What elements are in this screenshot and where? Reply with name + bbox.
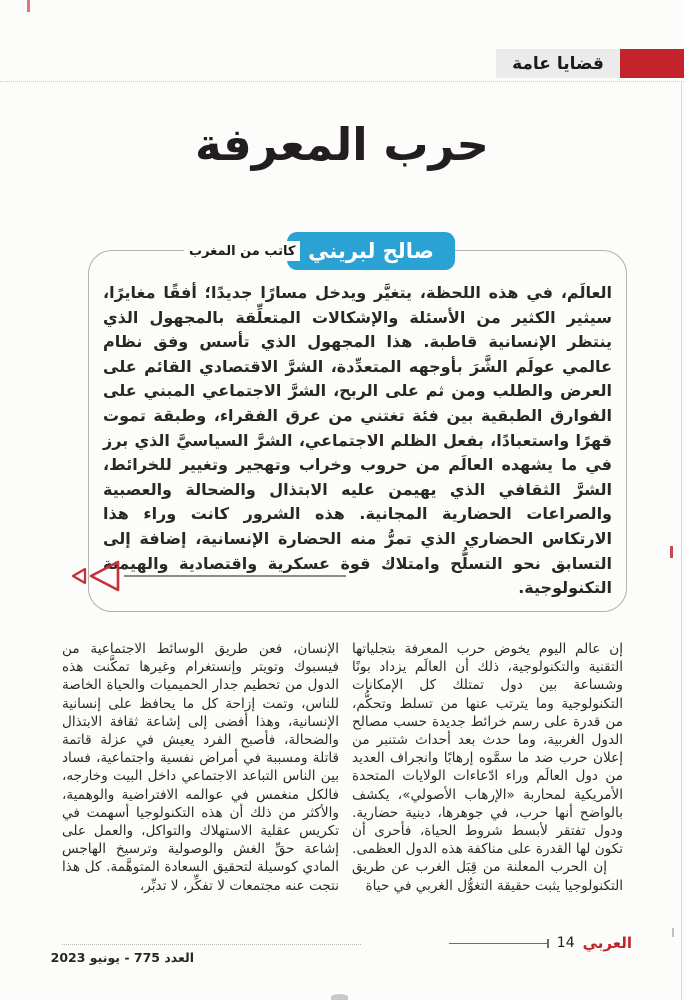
- body-column-left: [62, 640, 339, 895]
- body-column-right: [352, 640, 623, 895]
- author-role-label: كاتب من المغرب: [184, 241, 300, 261]
- footer-pagination: [449, 934, 632, 952]
- scan-mark-right: [670, 546, 673, 558]
- body-paragraph: إن الحرب المعلنة من قِبَل الغرب عن طريق التكنولوجيا يثبت حقيقة التغوُّل الغربي في حياة: [352, 859, 623, 894]
- scan-mark-top-left: [27, 0, 30, 12]
- decorative-line: [124, 575, 346, 577]
- category-label: قضايا عامة: [512, 53, 604, 74]
- footer-divider: [62, 944, 361, 945]
- scan-mark-right-bottom: [672, 928, 674, 937]
- header-divider: [0, 81, 684, 82]
- header-accent-block: [620, 49, 684, 78]
- page-edge-line: [681, 82, 682, 1000]
- issue-label: العدد 775 - يونيو 2023: [50, 950, 194, 965]
- author-name: صالح لبريني: [308, 239, 434, 263]
- intro-paragraph: العالَم، في هذه اللحظة، يتغيَّر ويدخل مسارًا جديدًا؛ أفقًا مغايرًا، سيثير الكثير من الأسئلة والإشكالات المتعلِّقة بالمجهول الذي ينتظر الإنسانية قاطبة. هذا المجهول الذي تأسس وفق نظام عالمي عولَم الشَّرَ بأوجهه المتعدِّدة، الشرَّ الاقتصادي القائم على العرض والطلب ومن ثم على الربح، الشرَّ الاجتماعي المبني على الفوارق الطبقية بين فئة تغتني من عرق الفقراء، وطبقة تموت قهرًا واستعبادًا، بفعل الظلم الاجتماعي، الشرَّ السياسيَّ الذي برز في ما يشهده العالَم من حروب وخراب وتهجير وتغيير للخرائط، الشرَّ الثقافي الذي يهيمن عليه الابتذال والضحالة والعصبية والصراعات الحضارية المجانية. هذه الشرور كانت وراء هذا الارتكاس الحضاري الذي تمرُّ منه الحضارة الإنسانية، إضافة إلى التسابق نحو التسلُّح وامتلاك قوة عسكرية واقتصادية والهيمنة التكنولوجية.: [103, 283, 612, 598]
- category-badge: [496, 49, 620, 78]
- author-pill: [287, 232, 455, 270]
- body-paragraph: الإنسان، فعن طريق الوسائط الاجتماعية من فيسبوك وتويتر وإنستغرام وغيرها تمكَّنت هذه الدول من تحطيم جدار الحميميات والحياة الخاصة للناس، وتمت إزاحة كل ما يحافظ على إنسانية الإنسانية، وهذا أفضى إلى إشاعة ثقافة الابتذال والضحالة، فأصبح الفرد يعيش في عزلة قاتمة قاتلة ومسببة في أمراض نفسية واجتماعية، فساد بين الناس التباعد الاجتماعي داخل البيت وخارجه، فالكل منغمس في عوالمه الافتراضية والوهمية، والأكثر من ذلك أن هذه التكنولوجيا أسهمت في تكريس عقلية الاستهلاك والتواكل، والعمل على إشاعة حقِّ الغش والوصولية وترسيخ الهاجس المادي كوسيلة لتحقيق السعادة المتوهَّمة. كل هذا نتجت عنه مجتمعات لا تفكِّر، لا تدبِّر،: [62, 641, 339, 894]
- page-title: حرب المعرفة: [195, 118, 489, 171]
- page-number: 14: [556, 935, 575, 951]
- intro-frame: [88, 250, 627, 612]
- body-paragraph: إن عالم اليوم يخوض حرب المعرفة بتجلياتها التقنية والتكنولوجية، ذلك أن العالَم يزداد بونًا وشساعة بين دول تمتلك كل الإمكانات التكنولوجية وما يترتب عنها من تسلط وتحكُّم، من قدرة على رسم خرائط جديدة حسب مصالح الدول الغربية، وما حدث بعد أحداث شتنبر من إعلان حرب ضد ما سمَّوه إرهابًا وانجراف العديد من دول العالَم وراء ادّعاءات الولايات المتحدة الأمريكية لمحاربة «الإرهاب الأصولي»، يكشف بالواضح أنها حرب، في جوهرها، دينية حضارية. ودول تفتقر لأبسط شروط الحياة، فأحرى أن تكون لها القدرة على مناكفة هذه الدول العظمى.: [352, 641, 623, 858]
- rewind-icon: [70, 559, 122, 593]
- magazine-logo: العربي: [582, 934, 632, 952]
- footer-rule: [449, 943, 549, 944]
- bottom-ornament: [331, 994, 348, 1000]
